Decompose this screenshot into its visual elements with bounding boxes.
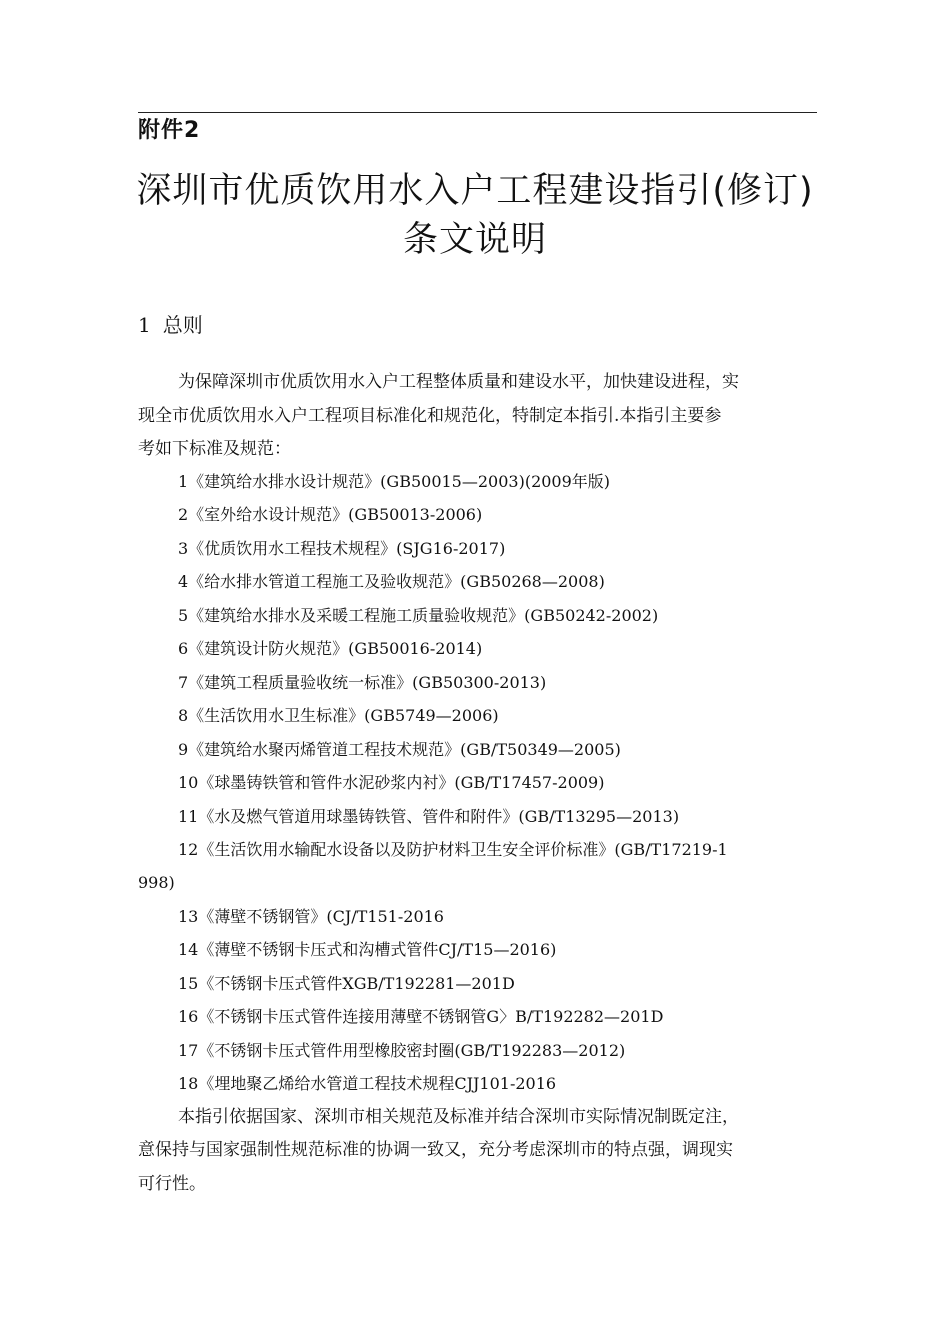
section-heading <box>138 310 203 340</box>
reference-item: 10《球墨铸铁管和管件水泥砂浆内衬》(GB/T17457-2009) <box>178 773 605 792</box>
reference-item: 1《建筑给水排水设计规范》(GB50015—2003)(2009年版) <box>178 472 611 491</box>
intro-paragraph-line-2: 现全市优质饮用水入户工程项目标准化和规范化，特制定本指引.本指引主要参 <box>138 406 722 426</box>
reference-item-continuation: 998) <box>138 873 175 892</box>
document-title-line-1: 深圳市优质饮用水入户工程建设指引(修订) <box>136 171 814 211</box>
section-title: 总则 <box>162 313 203 337</box>
section-number: 1 <box>138 313 151 337</box>
intro-paragraph-line-3: 考如下标准及规范： <box>138 439 291 459</box>
reference-item: 7《建筑工程质量验收统一标准》(GB50300-2013) <box>178 673 547 692</box>
reference-item: 3《优质饮用水工程技术规程》(SJG16-2017) <box>178 539 506 558</box>
document-title-line-2: 条文说明 <box>402 220 547 260</box>
reference-item: 17《不锈钢卡压式管件用型橡胶密封圈(GB/T192283—2012) <box>178 1041 626 1060</box>
reference-item: 6《建筑设计防火规范》(GB50016-2014) <box>178 639 483 658</box>
intro-paragraph-line-1: 为保障深圳市优质饮用水入户工程整体质量和建设水平，加快建设进程，实 <box>178 372 739 392</box>
closing-paragraph-line-1: 本指引依据国家、深圳市相关规范及标准并结合深圳市实际情况制既定注， <box>178 1107 739 1127</box>
reference-item: 16《不锈钢卡压式管件连接用薄壁不锈钢管G〉B/T192282—201D <box>178 1007 664 1026</box>
reference-item: 4《给水排水管道工程施工及验收规范》(GB50268—2008) <box>178 572 605 591</box>
reference-item: 12《生活饮用水输配水设备以及防护材料卫生安全评价标准》(GB/T17219-1 <box>178 840 728 859</box>
header-rule <box>138 112 817 113</box>
reference-item: 8《生活饮用水卫生标准》(GB5749—2006) <box>178 706 499 725</box>
reference-item: 5《建筑给水排水及采暖工程施工质量验收规范》(GB50242-2002) <box>178 606 659 625</box>
reference-item: 18《埋地聚乙烯给水管道工程技术规程CJJ101-2016 <box>178 1074 557 1093</box>
closing-paragraph-line-3: 可行性。 <box>138 1174 206 1194</box>
reference-item: 2《室外给水设计规范》(GB50013-2006) <box>178 505 483 524</box>
attachment-label: 附件2 <box>138 118 201 143</box>
reference-item: 14《薄壁不锈钢卡压式和沟槽式管件CJ/T15—2016) <box>178 940 557 959</box>
closing-paragraph-line-2: 意保持与国家强制性规范标准的协调一致又，充分考虑深圳市的特点强，调现实 <box>138 1140 733 1160</box>
reference-item: 13《薄壁不锈钢管》(CJ/T151-2016 <box>178 907 444 926</box>
reference-item: 15《不锈钢卡压式管件XGB/T192281—201D <box>178 974 515 993</box>
reference-item: 9《建筑给水聚丙烯管道工程技术规范》(GB/T50349—2005) <box>178 740 621 759</box>
reference-item: 11《水及燃气管道用球墨铸铁管、管件和附件》(GB/T13295—2013) <box>178 807 680 826</box>
